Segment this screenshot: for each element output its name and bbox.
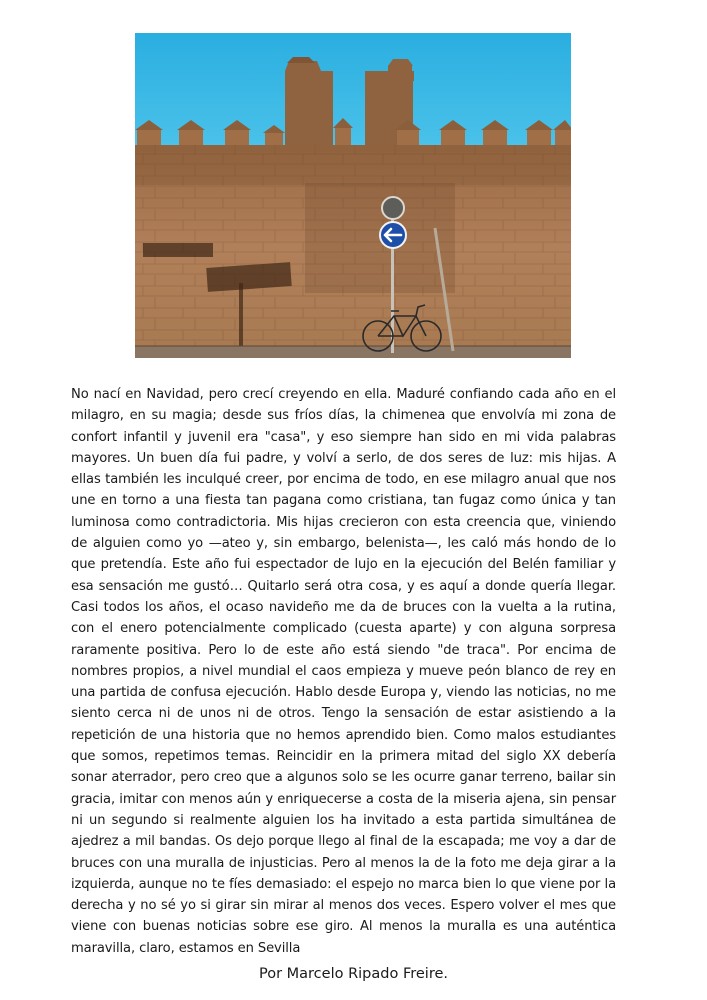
sidewalk xyxy=(135,346,571,358)
mirror xyxy=(382,197,404,219)
author-signature: Por Marcelo Ripado Freire. xyxy=(258,966,449,982)
article-body: No nací en Navidad, pero crecí creyendo en ella. Maduré confiando cada año en el milagro, en su magia; desde sus fríos días, la chimenea que envolvía mi zona de confort infantil y juvenil era "casa", y eso siempre han sido en mi vida palabras mayores. Un buen día fui padre, y volví a serlo, de dos seres de luz: mis hijas. A ellas también les inculqué creer, por encima de todo, en ese milagro anual que nos une en torno a una fiesta tan pagana como cristiana, tan fugaz como única y tan luminosa como contradictoria. Mis hijas crecieron con esta creencia que, viniendo de alguien como yo —ateo y, sin embargo, belenista—, les caló más hondo de lo que pretendía. Este año fui espectador de lujo en la ejecución del Belén familiar y esa sensación me gustó… Quitarlo será otra cosa, y es aquí a donde quería llegar. Casi todos los años, el ocaso navideño me da de bruces con la vuelta a la rutina, con el enero potencialmente complicado (cuesta aparte) y con alguna sorpresa raramente positiva. Pero lo de este año está siendo "de traca". Por encima de nombres propios, a nivel mundial el caos empieza y mueve peón blanco de rey en una partida de confusa ejecución. Hablo desde Europa y, viendo las noticias, no me siento cerca ni de unos ni de otros. Tengo la sensación de estar asistiendo a la repetición de una historia que no hemos aprendido bien. Como malos estudiantes que somos, repetimos temas. Reincidir en la primera mitad del siglo XX debería sonar aterrador, pero creo que a algunos solo se les ocurre ganar terreno, bailar sin gracia, imitar con menos aún y enriquecerse a costa de la miseria ajena, sin pensar ni un segundo si realmente alguien los ha invitado a esta partida simultánea de ajedrez a mil bandas. Os dejo porque llego al final de la escapada; me voy a dar de bruces con una muralla de injusticias. Pero al menos la de la foto me deja girar a la izquierda, aunque no te fíes demasiado: el espejo no marca bien lo que viene por la derecha y no sé yo si girar sin mirar al menos dos veces. Espero volver el mes que viene con buenas noticias sobre ese giro. Al menos la muralla es una auténtica maravilla, claro, estamos en Sevilla xyxy=(71,387,616,956)
article-photo xyxy=(135,33,571,358)
